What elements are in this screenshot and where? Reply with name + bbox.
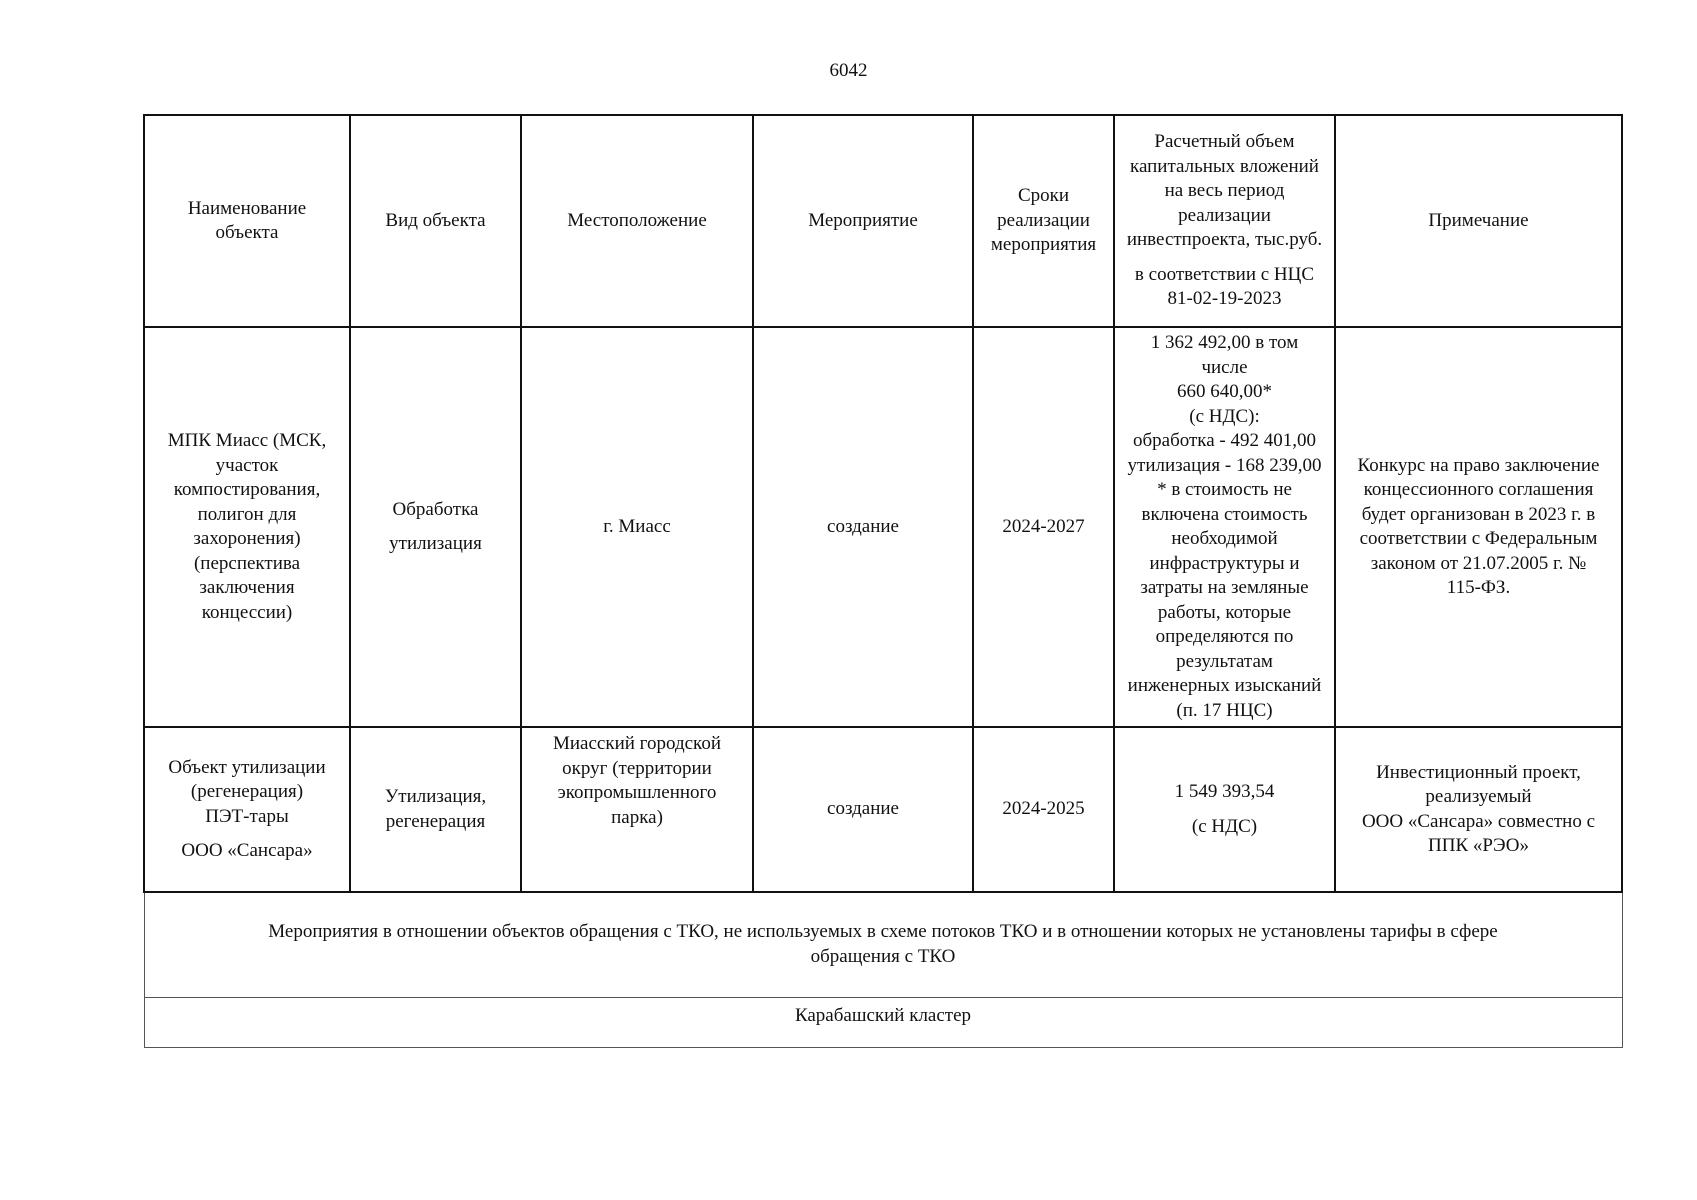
cell-timing: 2024-2027	[973, 327, 1114, 727]
table-row	[144, 327, 1622, 727]
cell-location: г. Миасс	[521, 327, 753, 727]
page-number: 6042	[829, 60, 868, 81]
cell-investment: 1 362 492,00 в том числе 660 640,00* (с НДС): обработка - 492 401,00 утилизация - 168 239,00 * в стоимость не включена стоимость необходимой инфраструктуры и затраты на земляные работы, которые определяются по результатам инженерных изысканий (п. 17 НЦС)	[1114, 327, 1335, 727]
section-heading-row	[144, 892, 1622, 997]
table-row	[144, 727, 1622, 892]
header-row	[144, 115, 1622, 327]
cell-location: Миасский городской округ (территории экопромышленного парка)	[521, 727, 753, 892]
cluster-heading: Карабашский кластер	[144, 997, 1622, 1047]
header-investment: Расчетный объем капитальных вложений на весь период реализации инвестпроекта, тыс.руб. в соответствии с НЦС 81-02-19-2023	[1114, 115, 1335, 327]
header-name: Наименование объекта	[144, 115, 350, 327]
investment-table	[143, 114, 1623, 1048]
section-heading: Мероприятия в отношении объектов обращения с ТКО, не используемых в схеме потоков ТКО и в отношении которых не установлены тарифы в сфере обращения с ТКО	[144, 892, 1622, 997]
header-measure: Мероприятие	[753, 115, 973, 327]
header-location: Местоположение	[521, 115, 753, 327]
cell-remark: Инвестиционный проект, реализуемый ООО «Сансара» совместно с ППК «РЭО»	[1335, 727, 1622, 892]
cell-measure: создание	[753, 727, 973, 892]
header-type: Вид объекта	[350, 115, 521, 327]
cell-remark: Конкурс на право заключение концессионного соглашения будет организован в 2023 г. в соответствии с Федеральным законом от 21.07.2005 г. № 115-ФЗ.	[1335, 327, 1622, 727]
header-timing: Сроки реализации мероприятия	[973, 115, 1114, 327]
header-remark: Примечание	[1335, 115, 1622, 327]
cell-name: Объект утилизации (регенерация) ПЭТ-тары ООО «Сансара»	[144, 727, 350, 892]
cell-type: Утилизация, регенерация	[350, 727, 521, 892]
cell-measure: создание	[753, 327, 973, 727]
cell-timing: 2024-2025	[973, 727, 1114, 892]
cell-type: Обработка утилизация	[350, 327, 521, 727]
cell-investment: 1 549 393,54 (с НДС)	[1114, 727, 1335, 892]
cell-name: МПК Миасс (МСК, участок компостирования, полигон для захоронения) (перспектива заключения концессии)	[144, 327, 350, 727]
cluster-heading-row	[144, 997, 1622, 1047]
